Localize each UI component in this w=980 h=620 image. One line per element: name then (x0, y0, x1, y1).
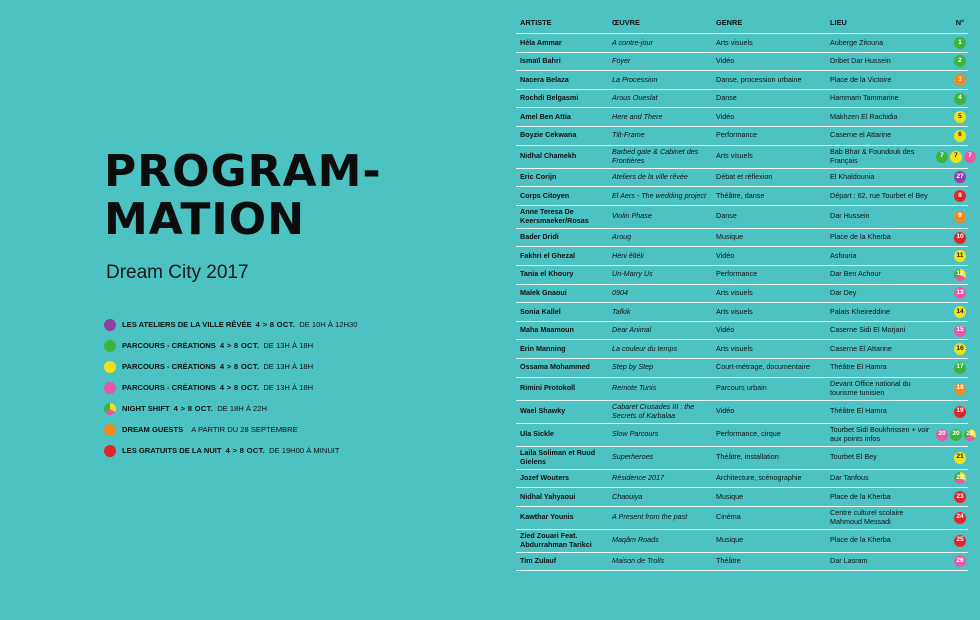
table-row (516, 108, 968, 127)
artist-cell: Rimini Protokoll (516, 377, 608, 400)
oeuvre-cell: Aroug (608, 228, 712, 247)
legend-item (104, 314, 357, 335)
oeuvre-cell: Step by Step (608, 358, 712, 377)
location-number-badge: 16 (954, 343, 966, 355)
lieu-cell: Palais Kheireddine (826, 303, 930, 322)
lieu-cell: Place de la Victoire (826, 71, 930, 90)
number-cell (930, 446, 968, 469)
legend-hours: DE 13H À 18H (263, 383, 314, 392)
genre-cell: Parcours urbain (712, 377, 826, 400)
title-line-1: PROGRAM- (104, 146, 382, 197)
number-cell (930, 303, 968, 322)
genre-cell: Théâtre (712, 552, 826, 571)
artist-cell: Malek Gnaoui (516, 284, 608, 303)
number-cell (930, 205, 968, 228)
legend-hours: DE 18H À 22H (217, 404, 267, 413)
location-number-badge: 24 (954, 512, 966, 524)
table-row (516, 145, 968, 168)
legend-dates: 4 > 8 OCT. (173, 404, 214, 413)
lieu-cell: Tourbet Sidi Boukhrissen + voir aux points infos (826, 423, 930, 446)
oeuvre-cell: Dear Animal (608, 321, 712, 340)
genre-cell: Arts visuels (712, 340, 826, 359)
genre-cell: Arts visuels (712, 303, 826, 322)
number-cell (930, 34, 968, 53)
legend-item (104, 335, 357, 356)
artist-cell: Corps Citoyen (516, 187, 608, 206)
table-row (516, 488, 968, 507)
location-number-badge: 27 (954, 171, 966, 183)
artist-cell: Ossama Mohammed (516, 358, 608, 377)
lieu-cell: Tourbet El Bey (826, 446, 930, 469)
number-cell (930, 265, 968, 284)
number-cell (930, 187, 968, 206)
location-number-badge: 11 (954, 250, 966, 262)
table-row (516, 321, 968, 340)
location-number-badge: 9 (954, 211, 966, 223)
artist-cell: Anne Teresa De Keersmaeker/Rosas (516, 205, 608, 228)
genre-cell: Vidéo (712, 247, 826, 266)
number-cell (930, 52, 968, 71)
location-number-badge: 18 (954, 383, 966, 395)
location-number-badge: 12 (954, 269, 966, 281)
number-cell (930, 423, 974, 446)
table-row (516, 377, 968, 400)
location-number-badge: 14 (954, 306, 966, 318)
page-title (104, 148, 382, 244)
artist-cell: Sonia Kallel (516, 303, 608, 322)
number-cell (930, 126, 968, 145)
legend-name: LES GRATUITS DE LA NUIT (122, 446, 222, 455)
location-number-badge: 1 (954, 37, 966, 49)
artist-cell: Nidhal Chamekh (516, 145, 608, 168)
lieu-cell: Bab Bhar & Foundouk des Français (826, 145, 930, 168)
artist-cell: Rochdi Belgasmi (516, 89, 608, 108)
table-row (516, 506, 968, 529)
location-number-badge: 13 (954, 287, 966, 299)
artist-cell: Bader Dridi (516, 228, 608, 247)
artist-cell: Wael Shawky (516, 400, 608, 423)
lieu-cell: Devant Office national du tourisme tunisien (826, 377, 930, 400)
number-cell (930, 228, 968, 247)
location-number-badge: 10 (954, 232, 966, 244)
genre-cell: Performance, cirque (712, 423, 826, 446)
genre-cell: Musique (712, 228, 826, 247)
location-number-badge: 26 (954, 555, 966, 567)
oeuvre-cell: Arous Oueslat (608, 89, 712, 108)
artist-cell: Maha Maamoun (516, 321, 608, 340)
subtitle: Dream City 2017 (106, 262, 249, 283)
location-number-badge: 15 (954, 325, 966, 337)
artist-cell: Laila Soliman et Ruud Gielens (516, 446, 608, 469)
artist-cell: Tim Zulauf (516, 552, 608, 571)
number-cell (930, 284, 968, 303)
legend-dates: 4 > 8 OCT. (219, 362, 260, 371)
legend-name: LES ATELIERS DE LA VILLE RÊVÉE (122, 320, 252, 329)
oeuvre-cell: Barbed gate & Cabinet des Frontières (608, 145, 712, 168)
location-number-badge: 6 (954, 130, 966, 142)
legend-hours: A PARTIR DU 28 SEPTEMBRE (191, 425, 298, 434)
lieu-cell: Dar Dey (826, 284, 930, 303)
header-row (516, 12, 968, 34)
artist-cell: Kawthar Younis (516, 506, 608, 529)
oeuvre-cell: Tilt-Frame (608, 126, 712, 145)
number-cell (930, 145, 972, 168)
legend-hours: DE 19H00 À MINUIT (269, 446, 340, 455)
location-number-badge: 25 (954, 535, 966, 547)
artist-cell: Erin Manning (516, 340, 608, 359)
location-number-badge: 21 (954, 452, 966, 464)
legend-name: PARCOURS - CRÉATIONS (122, 383, 216, 392)
table-row (516, 265, 968, 284)
genre-cell: Danse (712, 205, 826, 228)
legend-item (104, 356, 357, 377)
artist-cell: Ula Sickle (516, 423, 608, 446)
lieu-cell: Dar Lasram (826, 552, 930, 571)
genre-cell: Architecture, scénographie (712, 469, 826, 488)
artist-cell: Nacera Belaza (516, 71, 608, 90)
oeuvre-cell: La couleur du temps (608, 340, 712, 359)
legend-item (104, 398, 357, 419)
genre-cell: Performance (712, 126, 826, 145)
table-row (516, 303, 968, 322)
legend-name: NIGHT SHIFT (122, 404, 170, 413)
genre-cell: Vidéo (712, 321, 826, 340)
table-row (516, 187, 968, 206)
artist-cell: Tania el Khoury (516, 265, 608, 284)
oeuvre-cell: Superheroes (608, 446, 712, 469)
table-row (516, 89, 968, 108)
table-row (516, 469, 968, 488)
artist-cell: Ismaïl Bahri (516, 52, 608, 71)
number-cell (930, 400, 968, 423)
genre-cell: Vidéo (712, 400, 826, 423)
number-cell (930, 71, 968, 90)
number-cell (930, 377, 968, 400)
lieu-cell: Place de la Kherba (826, 488, 930, 507)
location-number-badge: 7 (950, 151, 962, 163)
number-cell (930, 247, 968, 266)
table-row (516, 52, 968, 71)
genre-cell: Arts visuels (712, 145, 826, 168)
title-line-2: MATION (104, 194, 306, 245)
lieu-cell: Auberge Zitouna (826, 34, 930, 53)
legend (104, 314, 357, 461)
genre-cell: Performance (712, 265, 826, 284)
oeuvre-cell: Ateliers de la ville rêvée (608, 168, 712, 187)
genre-cell: Musique (712, 488, 826, 507)
table-row (516, 400, 968, 423)
number-cell (930, 506, 968, 529)
legend-dot-icon (104, 340, 116, 352)
location-number-badge: 4 (954, 93, 966, 105)
table-row (516, 168, 968, 187)
number-cell (930, 340, 968, 359)
genre-cell: Débat et réflexion (712, 168, 826, 187)
genre-cell: Théâtre, danse (712, 187, 826, 206)
lieu-cell: Caserne El Attarine (826, 340, 930, 359)
lieu-cell: Hammam Tammarine (826, 89, 930, 108)
location-number-badge: 5 (954, 111, 966, 123)
legend-dot-icon (104, 424, 116, 436)
table-row (516, 228, 968, 247)
artist-cell: Héla Ammar (516, 34, 608, 53)
number-cell (930, 89, 968, 108)
program-table (516, 12, 974, 571)
number-cell (930, 321, 968, 340)
oeuvre-cell: Violin Phase (608, 205, 712, 228)
artist-cell: Boyzie Cekwana (516, 126, 608, 145)
legend-dot-icon (104, 403, 116, 415)
table-row (516, 126, 968, 145)
legend-dot-icon (104, 445, 116, 457)
location-number-badge: 20 (950, 429, 962, 441)
lieu-cell: Makhzen El Rachidia (826, 108, 930, 127)
number-cell (930, 488, 968, 507)
legend-dates: 4 > 8 OCT. (225, 446, 266, 455)
table-row (516, 423, 968, 446)
oeuvre-cell: Foyer (608, 52, 712, 71)
artist-cell: Jozef Wouters (516, 469, 608, 488)
legend-name: PARCOURS - CRÉATIONS (122, 362, 216, 371)
header-genre: GENRE (712, 12, 826, 34)
artist-cell: Nidhal Yahyaoui (516, 488, 608, 507)
table-row (516, 284, 968, 303)
oeuvre-cell: A contre-jour (608, 34, 712, 53)
table-row (516, 205, 968, 228)
legend-name: PARCOURS - CRÉATIONS (122, 341, 216, 350)
legend-name: DREAM GUESTS (122, 425, 184, 434)
legend-hours: DE 13H À 18H (263, 341, 314, 350)
lieu-cell: Dar Hussein (826, 205, 930, 228)
table-header (516, 12, 968, 34)
header-artiste: ARTISTE (516, 12, 608, 34)
location-number-badge: 20 (936, 429, 948, 441)
number-cell (930, 168, 968, 187)
oeuvre-cell: El Aers - The wedding project (608, 187, 712, 206)
oeuvre-cell: Héni êltéli (608, 247, 712, 266)
artist-cell: Amel Ben Attia (516, 108, 608, 127)
lieu-cell: Place de la Kherba (826, 228, 930, 247)
header-numero: N° (930, 12, 968, 34)
legend-dot-icon (104, 382, 116, 394)
lieu-cell: Centre culturel scolaire Mahmoud Messadi (826, 506, 930, 529)
genre-cell: Danse, procession urbaine (712, 71, 826, 90)
genre-cell: Vidéo (712, 108, 826, 127)
artist-cell: Zied Zouari Feat. Abdurrahman Tarikci (516, 529, 608, 552)
location-number-badge: 20 (964, 429, 976, 441)
legend-item (104, 440, 357, 461)
legend-dot-icon (104, 319, 116, 331)
lieu-cell: Place de la Kherba (826, 529, 930, 552)
legend-dates: 4 > 8 OCT. (219, 383, 260, 392)
table-row (516, 247, 968, 266)
oeuvre-cell: Maison de Trolls (608, 552, 712, 571)
lieu-cell: El Khaldounia (826, 168, 930, 187)
location-number-badge: 22 (954, 472, 966, 484)
oeuvre-cell: A Present from the past (608, 506, 712, 529)
genre-cell: Danse (712, 89, 826, 108)
legend-item (104, 377, 357, 398)
oeuvre-cell: Chaouiya (608, 488, 712, 507)
oeuvre-cell: Here and There (608, 108, 712, 127)
table-row (516, 552, 968, 571)
oeuvre-cell: La Procession (608, 71, 712, 90)
location-number-badge: 17 (954, 362, 966, 374)
header-oeuvre: ŒUVRE (608, 12, 712, 34)
lieu-cell: Asfouria (826, 247, 930, 266)
artist-cell: Fakhri el Ghezal (516, 247, 608, 266)
table-row (516, 71, 968, 90)
number-cell (930, 469, 968, 488)
lieu-cell: Théâtre El Hamra (826, 400, 930, 423)
genre-cell: Arts visuels (712, 284, 826, 303)
location-number-badge: 7 (964, 151, 976, 163)
lieu-cell: Caserne el Attarine (826, 126, 930, 145)
genre-cell: Arts visuels (712, 34, 826, 53)
lieu-cell: Dar Tanfous (826, 469, 930, 488)
oeuvre-cell: Tafkik (608, 303, 712, 322)
location-number-badge: 2 (954, 55, 966, 67)
location-number-badge: 19 (954, 406, 966, 418)
genre-cell: Théâtre, installation (712, 446, 826, 469)
oeuvre-cell: Résidence 2017 (608, 469, 712, 488)
number-cell (930, 529, 968, 552)
table-row (516, 358, 968, 377)
table-row (516, 446, 968, 469)
table-body (516, 34, 974, 571)
lieu-cell: Départ : 62, rue Tourbet el Bey (826, 187, 930, 206)
legend-dates: 4 > 8 OCT. (255, 320, 296, 329)
program-table-container (516, 12, 974, 571)
location-number-badge: 3 (954, 74, 966, 86)
artist-cell: Eric Corijn (516, 168, 608, 187)
number-cell (930, 108, 968, 127)
oeuvre-cell: Un-Marry Us (608, 265, 712, 284)
oeuvre-cell: Slow Parcours (608, 423, 712, 446)
legend-hours: DE 10H À 12H30 (299, 320, 358, 329)
oeuvre-cell: Maqâm Roads (608, 529, 712, 552)
lieu-cell: Dar Ben Achour (826, 265, 930, 284)
header-lieu: LIEU (826, 12, 930, 34)
legend-item (104, 419, 357, 440)
location-number-badge: 7 (936, 151, 948, 163)
table-row (516, 529, 968, 552)
lieu-cell: Théâtre El Hamra (826, 358, 930, 377)
genre-cell: Vidéo (712, 52, 826, 71)
number-cell (930, 552, 968, 571)
table-row (516, 34, 968, 53)
genre-cell: Musique (712, 529, 826, 552)
lieu-cell: Caserne Sidi El Morjani (826, 321, 930, 340)
location-number-badge: 8 (954, 190, 966, 202)
legend-hours: DE 13H À 18H (263, 362, 314, 371)
oeuvre-cell: Cabaret Crusades III : the Secrets of Karbalaa (608, 400, 712, 423)
table-row (516, 340, 968, 359)
oeuvre-cell: Remote Tunis (608, 377, 712, 400)
genre-cell: Cinéma (712, 506, 826, 529)
number-cell (930, 358, 968, 377)
location-number-badge: 23 (954, 491, 966, 503)
lieu-cell: Dribet Dar Hussein (826, 52, 930, 71)
legend-dates: 4 > 8 OCT. (219, 341, 260, 350)
oeuvre-cell: 0904 (608, 284, 712, 303)
genre-cell: Court-métrage, documentaire (712, 358, 826, 377)
legend-dot-icon (104, 361, 116, 373)
